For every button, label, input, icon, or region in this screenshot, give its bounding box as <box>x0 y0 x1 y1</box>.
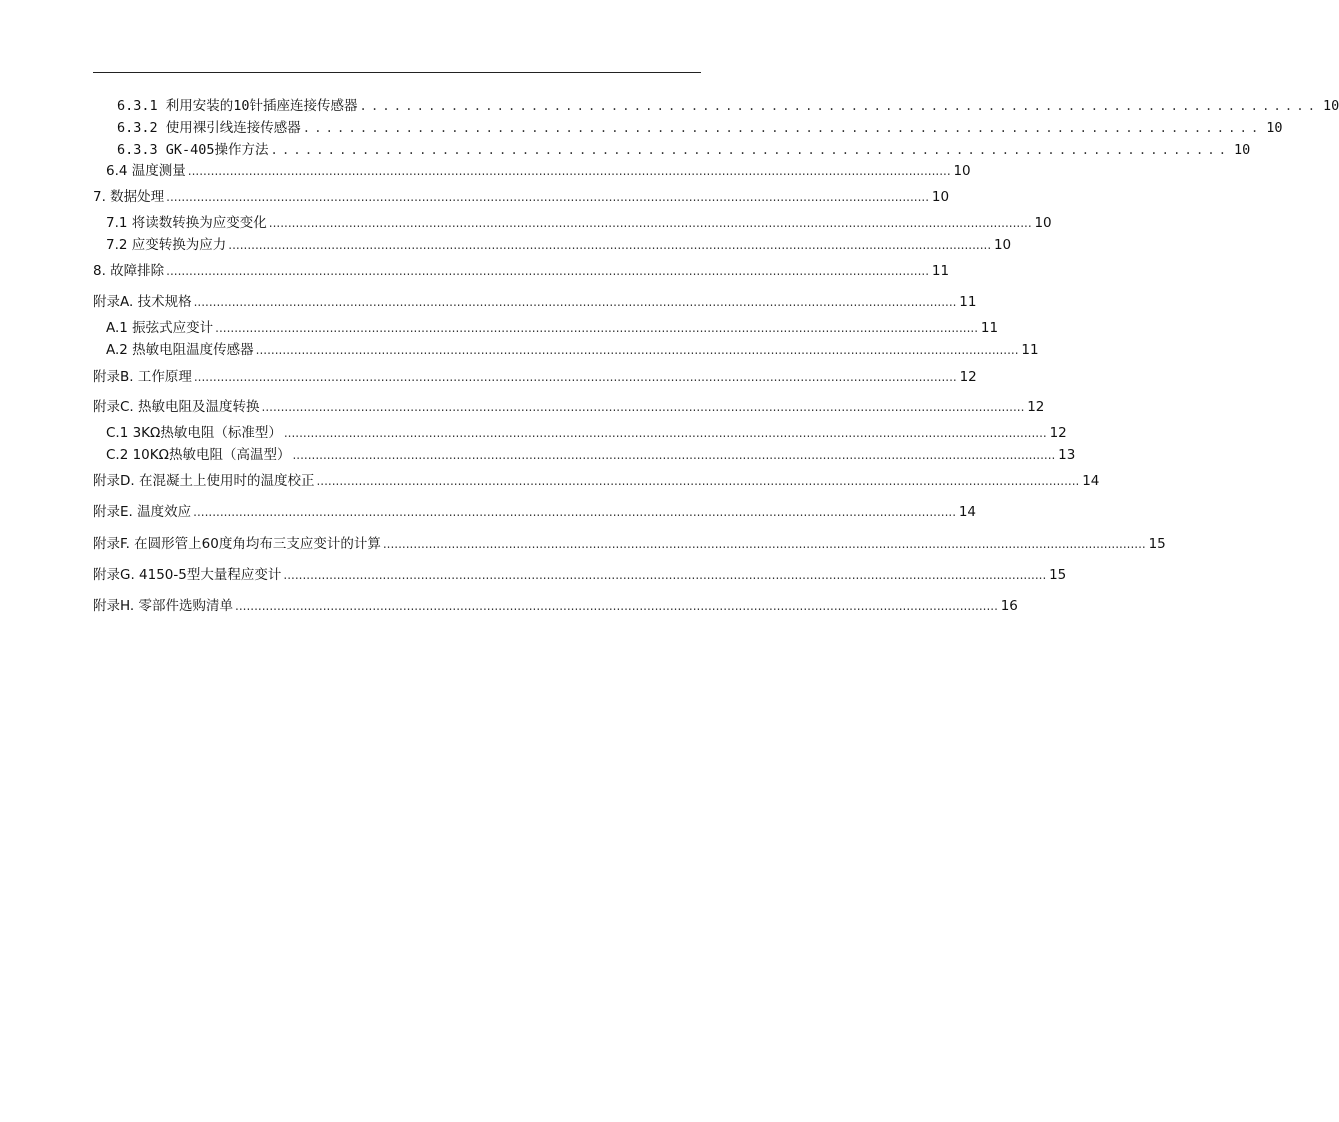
toc-leader-dots: ........................................................................................................................................................................................................ <box>166 264 930 278</box>
toc-entry-page: 10 <box>1322 98 1339 114</box>
toc-entry-7-2[interactable] <box>93 236 1012 254</box>
toc-entry-6-3-1[interactable] <box>93 97 1339 115</box>
toc-entry-page: 11 <box>1021 342 1039 358</box>
toc-entry-c-1[interactable] <box>93 424 1067 442</box>
toc-leader-dots: ........................................................................................................................................................................................................ <box>283 568 1047 582</box>
toc-leader-dots: ........................................................................................................................................................................................................ <box>268 216 1032 230</box>
toc-entry-page: 16 <box>1000 598 1018 614</box>
toc-leader-dots: ........................................................................................................................................................................................................ <box>292 448 1056 462</box>
toc-entry-appendix-h[interactable] <box>93 597 1018 615</box>
toc-entry-page: 11 <box>931 263 950 279</box>
toc-entry-page: 14 <box>958 504 977 520</box>
toc-entry-title: 7.1 将读数转换为应变变化 <box>106 215 267 231</box>
toc-entry-page: 15 <box>1148 536 1166 552</box>
toc-entry-page: 11 <box>959 294 977 310</box>
toc-entry-title: C.2 10KΩ热敏电阻（高温型） <box>106 447 291 463</box>
toc-leader-dots: ........................................................................................................................................................................................................ <box>255 343 1019 357</box>
toc-entry-title: 附录H. 零部件选购清单 <box>93 598 233 614</box>
toc-entry-a-1[interactable] <box>93 319 999 337</box>
toc-entry-7-1[interactable] <box>93 214 1052 232</box>
toc-entry-title: A.2 热敏电阻温度传感器 <box>106 342 254 358</box>
toc-entry-title: 6.3.1 利用安装的10针插座连接传感器 <box>117 98 358 114</box>
toc-entry-a-2[interactable] <box>93 341 1039 359</box>
toc-entry-title: 附录A. 技术规格 <box>93 294 192 310</box>
toc-entry-appendix-d[interactable] <box>93 472 1100 490</box>
toc-leader-dots: ........................................................................................................................................................................................................ <box>187 164 951 178</box>
toc-entry-appendix-f[interactable] <box>93 535 1166 553</box>
toc-entry-6-4[interactable] <box>93 162 971 180</box>
toc-entry-title: 附录F. 在圆形管上60度角均布三支应变计的计算 <box>93 536 381 552</box>
toc-entry-6-3-2[interactable] <box>93 119 1283 137</box>
toc-leader-dots: ........................................................................................................................................................................................................ <box>283 426 1047 440</box>
toc-entry-c-2[interactable] <box>93 446 1076 464</box>
toc-entry-8[interactable] <box>93 262 950 280</box>
toc-entry-page: 12 <box>959 369 977 385</box>
toc-entry-page: 10 <box>993 237 1012 253</box>
toc-entry-title: 附录E. 温度效应 <box>93 504 192 520</box>
toc-entry-page: 10 <box>1034 215 1052 231</box>
toc-leader-dots: .................................................................................... <box>302 121 1263 135</box>
toc-leader-dots: ........................................................................................................................................................................................................ <box>316 474 1080 488</box>
toc-leader-dots: ........................................................................................................................................................................................................ <box>193 370 957 384</box>
toc-entry-page: 10 <box>1266 120 1283 136</box>
toc-entry-title: 6.3.2 使用裸引线连接传感器 <box>117 120 301 136</box>
toc-leader-dots: ........................................................................................................................................................................................................ <box>193 295 957 309</box>
toc-entry-appendix-e[interactable] <box>93 503 977 521</box>
toc-leader-dots: ........................................................................................................................................................................................................ <box>166 190 930 204</box>
toc-entry-page: 12 <box>1049 425 1067 441</box>
toc-entry-title: 附录B. 工作原理 <box>93 369 192 385</box>
toc-entry-6-3-3[interactable] <box>93 141 1251 159</box>
toc-entry-title: 附录G. 4150-5型大量程应变计 <box>93 567 282 583</box>
toc-entry-7[interactable] <box>93 188 950 206</box>
toc-entry-page: 12 <box>1027 399 1045 415</box>
toc-entry-title: 7. 数据处理 <box>93 189 165 205</box>
toc-entry-page: 15 <box>1049 567 1067 583</box>
toc-entry-appendix-c[interactable] <box>93 398 1045 416</box>
toc-entry-title: 附录D. 在混凝土上使用时的温度校正 <box>93 473 315 489</box>
toc-entry-page: 14 <box>1082 473 1100 489</box>
toc-entry-title: 8. 故障排除 <box>93 263 165 279</box>
toc-leader-dots: .................................................................................... <box>359 99 1320 113</box>
toc-leader-dots: ........................................................................................................................................................................................................ <box>261 400 1025 414</box>
toc-entry-page: 10 <box>931 189 950 205</box>
toc-entry-appendix-a[interactable] <box>93 293 977 311</box>
toc-entry-title: A.1 振弦式应变计 <box>106 320 214 336</box>
toc-entry-page: 11 <box>980 320 999 336</box>
toc-leader-dots: ........................................................................................................................................................................................................ <box>193 505 957 519</box>
toc-entry-title: 7.2 应变转换为应力 <box>106 237 227 253</box>
toc-entry-title: 6.4 温度测量 <box>106 163 186 179</box>
toc-entry-page: 10 <box>953 163 971 179</box>
toc-entry-page: 10 <box>1233 142 1251 158</box>
toc-leader-dots: ........................................................................................................................................................................................................ <box>235 599 998 613</box>
toc-entry-title: 附录C. 热敏电阻及温度转换 <box>93 399 260 415</box>
toc-leader-dots: ........................................................................................................................................................................................................ <box>215 321 979 335</box>
toc-leader-dots: .................................................................................... <box>270 143 1231 157</box>
toc-entry-page: 13 <box>1058 447 1076 463</box>
toc-entry-title: 6.3.3 GK-405操作方法 <box>117 142 269 158</box>
toc-entry-appendix-b[interactable] <box>93 368 977 386</box>
toc-leader-dots: ........................................................................................................................................................................................................ <box>228 238 992 252</box>
toc-leader-dots: ........................................................................................................................................................................................................ <box>382 537 1146 551</box>
toc-entry-title: C.1 3KΩ热敏电阻（标准型） <box>106 425 282 441</box>
toc-entry-appendix-g[interactable] <box>93 566 1067 584</box>
